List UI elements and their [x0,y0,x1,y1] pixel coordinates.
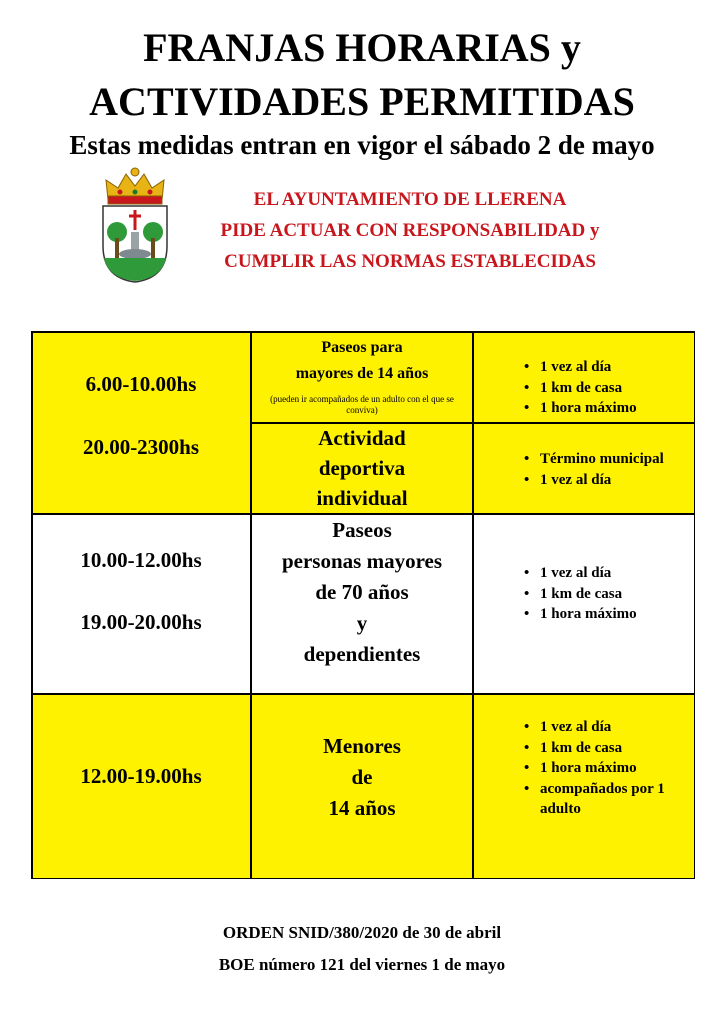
activity-line: 14 años [328,796,396,820]
border-top [31,331,695,333]
rule-item: • 1 vez al día [540,357,637,378]
row-1-rules-walks [473,357,637,419]
rule-item: • 1 vez al día [540,470,664,491]
notice-line-2: PIDE ACTUAR CON RESPONSABILIDAD y [220,220,600,241]
footer-order-reference: ORDEN SNID/380/2020 de 30 de abril [222,923,502,942]
activity-line: Paseos [332,518,392,542]
subtitle: Estas medidas entran en vigor el sábado 2 de mayo [69,130,655,160]
rule-item: • acompañados por 1 adulto [540,779,695,820]
row-1-activity-walks [251,335,473,387]
activity-line: y [356,611,368,635]
activity-line: dependientes [303,642,421,666]
border-bottom [31,878,695,880]
row-2-time-morning: 10.00-12.00hs [80,548,202,572]
activity-line: de 70 años [315,580,409,604]
row-3-time: 12.00-19.00hs [80,764,202,788]
activity-line: Paseos para [321,339,403,356]
row-2-time-evening: 19.00-20.00hs [80,610,202,634]
activity-line: de [351,765,373,789]
rule-item: • 1 hora máximo [540,398,637,419]
notice-line-3: CUMPLIR LAS NORMAS ESTABLECIDAS [224,251,596,272]
activity-line: deportiva [318,456,406,480]
rule-item: • 1 km de casa [540,584,637,605]
rule-item: • 1 vez al día [540,717,695,738]
row-2-activity [251,515,473,670]
notice-line-1: EL AYUNTAMIENTO DE LLERENA [253,189,567,210]
row-1-rules-sport [473,449,664,490]
row-3-activity [251,731,473,824]
row-1-time-morning: 6.00-10.00hs [85,372,197,396]
activity-line: personas mayores [281,549,443,573]
row-1-activity-note: (pueden ir acompañados de un adulto con el que se conviva) [270,394,454,415]
row-3-rules [473,717,695,820]
activity-line: individual [316,486,408,510]
activity-line: Actividad [318,426,406,450]
row-1-time-evening: 20.00-2300hs [82,435,200,459]
activity-line: mayores de 14 años [295,365,429,382]
border-left [31,331,33,879]
row-divider-2 [31,693,695,695]
rule-item: • 1 vez al día [540,563,637,584]
rule-item: • 1 hora máximo [540,604,637,625]
row-1-activity-sport [251,423,473,513]
rule-item: • 1 hora máximo [540,758,695,779]
schedule-table [31,331,695,879]
activity-line: Menores [323,734,401,758]
rule-item: • 1 km de casa [540,738,695,759]
rule-item: • Término municipal [540,449,664,470]
title-line-2: ACTIVIDADES PERMITIDAS [89,79,635,124]
title-line-1: FRANJAS HORARIAS y [143,25,581,70]
rule-item: • 1 km de casa [540,378,637,399]
footer-boe-reference: BOE número 121 del viernes 1 de mayo [218,955,506,974]
llerena-coat-of-arms-icon [100,166,170,286]
row-2-rules [473,563,637,625]
